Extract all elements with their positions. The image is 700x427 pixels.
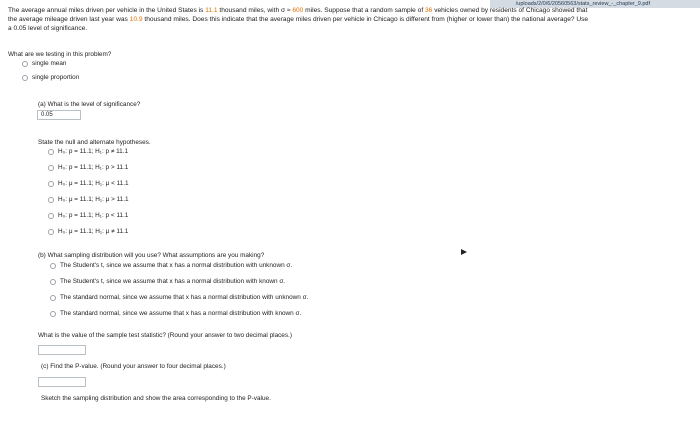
problem-text: thousand miles. Does this indicate that the average miles driven per vehicle in Chicago is different from (higher or lower than) the national average? Use xyxy=(142,16,589,23)
mouse-cursor-icon xyxy=(461,249,467,255)
problem-line-1 xyxy=(8,6,588,15)
radio-button[interactable] xyxy=(48,213,54,219)
radio-button[interactable] xyxy=(50,295,56,301)
option-label: H₀: p = 11.1; H₁: p ≠ 11.1 xyxy=(58,148,129,155)
hypothesis-option-3[interactable] xyxy=(48,180,129,187)
option-label: The standard normal, since we assume that x has a normal distribution with unknown σ. xyxy=(60,294,309,301)
option-label: single proportion xyxy=(32,74,80,81)
option-single-proportion[interactable] xyxy=(22,74,79,81)
sketch-instructions: Sketch the sampling distribution and show the area corresponding to the P-value. xyxy=(41,395,271,402)
option-label: H₀: μ = 11.1; H₁: μ ≠ 11.1 xyxy=(58,228,129,235)
test-statistic-field[interactable] xyxy=(38,345,86,355)
problem-line-2 xyxy=(8,15,588,24)
problem-text: thousand miles, with σ ≈ xyxy=(217,7,293,14)
option-label: The Student's t, since we assume that x has a normal distribution with unknown σ. xyxy=(60,262,293,269)
option-label: The Student's t, since we assume that x has a normal distribution with known σ. xyxy=(60,278,286,285)
radio-button[interactable] xyxy=(48,197,54,203)
pvalue-field[interactable] xyxy=(38,377,86,387)
option-label: single mean xyxy=(32,60,67,67)
radio-button[interactable] xyxy=(48,181,54,187)
test-statistic-question: What is the value of the sample test statistic? (Round your answer to two decimal places.) xyxy=(38,332,292,339)
hypothesis-option-4[interactable] xyxy=(48,196,129,203)
highlighted-number: 10.9 xyxy=(129,16,143,23)
option-single-mean[interactable] xyxy=(22,60,66,67)
url-bar: /uploads/2/0/6/20560563/stats_review_-_chapter_9.pdf xyxy=(490,0,700,8)
radio-button[interactable] xyxy=(22,61,28,67)
problem-text: the average mileage driven last year was xyxy=(8,16,130,23)
distribution-option-4[interactable] xyxy=(50,310,301,317)
distribution-option-2[interactable] xyxy=(50,278,285,285)
sampling-distribution-question: (b) What sampling distribution will you use? What assumptions are you making? xyxy=(38,252,265,259)
option-label: H₀: μ = 11.1; H₁: μ > 11.1 xyxy=(58,196,129,203)
hypothesis-option-1[interactable] xyxy=(48,148,128,155)
radio-button[interactable] xyxy=(48,229,54,235)
problem-text: vehicles owned by residents of Chicago showed that xyxy=(432,7,588,14)
distribution-option-3[interactable] xyxy=(50,294,308,301)
significance-answer-field[interactable]: 0.05 xyxy=(37,110,81,120)
highlighted-number: 600 xyxy=(292,7,304,14)
hypothesis-option-5[interactable] xyxy=(48,212,128,219)
distribution-option-1[interactable] xyxy=(50,262,292,269)
radio-button[interactable] xyxy=(50,311,56,317)
option-label: H₀: p = 11.1; H₁: p < 11.1 xyxy=(58,212,129,219)
hypothesis-option-2[interactable] xyxy=(48,164,128,171)
radio-button[interactable] xyxy=(48,149,54,155)
problem-line-3: a 0.05 level of significance. xyxy=(8,25,88,32)
problem-statement xyxy=(8,6,588,33)
option-label: The standard normal, since we assume that x has a normal distribution with known σ. xyxy=(60,310,302,317)
radio-button[interactable] xyxy=(50,279,56,285)
problem-text: miles. Suppose that a random sample of xyxy=(303,7,426,14)
pvalue-question: (c) Find the P-value. (Round your answer to four decimal places.) xyxy=(41,363,226,370)
problem-text: The average annual miles driven per vehicle in the United States is xyxy=(8,7,206,14)
option-label: H₀: μ = 11.1; H₁: μ < 11.1 xyxy=(58,180,129,187)
highlighted-number: 11.1 xyxy=(205,7,218,14)
radio-button[interactable] xyxy=(48,165,54,171)
hypothesis-option-6[interactable] xyxy=(48,228,128,235)
testing-question: What are we testing in this problem? xyxy=(8,51,112,58)
radio-button[interactable] xyxy=(22,75,28,81)
significance-question: (a) What is the level of significance? xyxy=(38,101,141,108)
radio-button[interactable] xyxy=(50,263,56,269)
option-label: H₀: p = 11.1; H₁: p > 11.1 xyxy=(58,164,129,171)
hypotheses-question: State the null and alternate hypotheses. xyxy=(38,139,151,146)
highlighted-number: 36 xyxy=(425,7,433,14)
